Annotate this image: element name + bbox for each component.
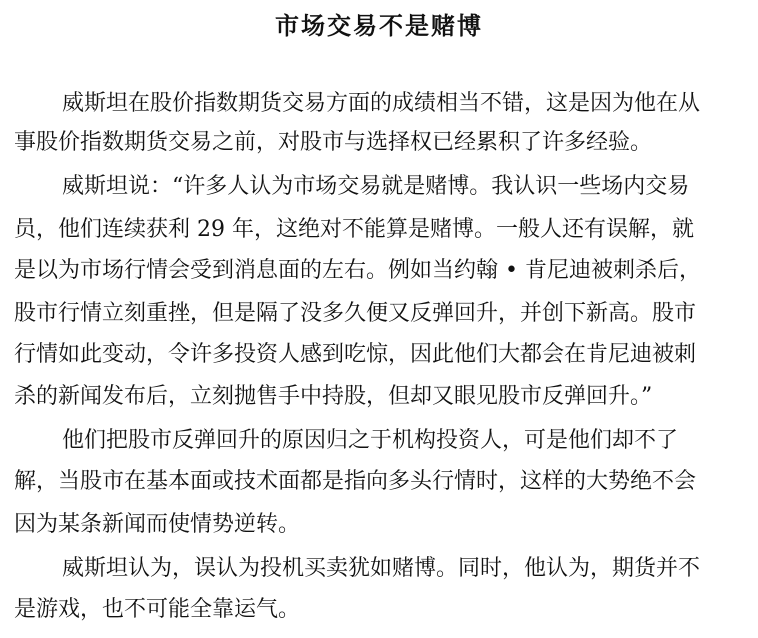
paragraph-line: 因为某条新闻而使情势逆转。 — [14, 512, 301, 537]
paragraph-line: 事股价指数期货交易之前，对股市与选择权已经累积了许多经验。 — [14, 130, 653, 155]
paragraph-line: 杀的新闻发布后，立刻抛售手中持股，但却又眼见股市反弹回升。” — [14, 384, 653, 409]
paragraph-line: 行情如此变动，令许多投资人感到吃惊，因此他们大都会在肯尼迪被刺 — [14, 342, 697, 367]
paragraph-line: 解，当股市在基本面或技术面都是指向多头行情时，这样的大势绝不会 — [14, 469, 697, 494]
paragraph-line: 他们把股市反弹回升的原因归之于机构投资人，可是他们却不了 — [62, 428, 679, 453]
paragraph-line: 威斯坦在股价指数期货交易方面的成绩相当不错，这是因为他在从 — [62, 91, 701, 116]
paragraph-line: 威斯坦说：“许多人认为市场交易就是赌博。我认识一些场内交易 — [62, 174, 690, 199]
paragraph-line: 是以为市场行情会受到消息面的左右。例如当约翰 • 肯尼迪被刺杀后， — [14, 258, 701, 283]
paragraph-line: 威斯坦认为，误认为投机买卖犹如赌博。同时，他认为，期货并不 — [62, 556, 701, 581]
paragraph-line: 股市行情立刻重挫，但是隔了没多久便又反弹回升，并创下新高。股市 — [14, 301, 697, 326]
page-title: 市场交易不是赌博 — [275, 12, 483, 40]
paragraph-line: 员，他们连续获利 29 年，这绝对不能算是赌博。一般人还有误解，就 — [14, 217, 694, 242]
paragraph-line: 是游戏，也不可能全靠运气。 — [14, 597, 301, 622]
